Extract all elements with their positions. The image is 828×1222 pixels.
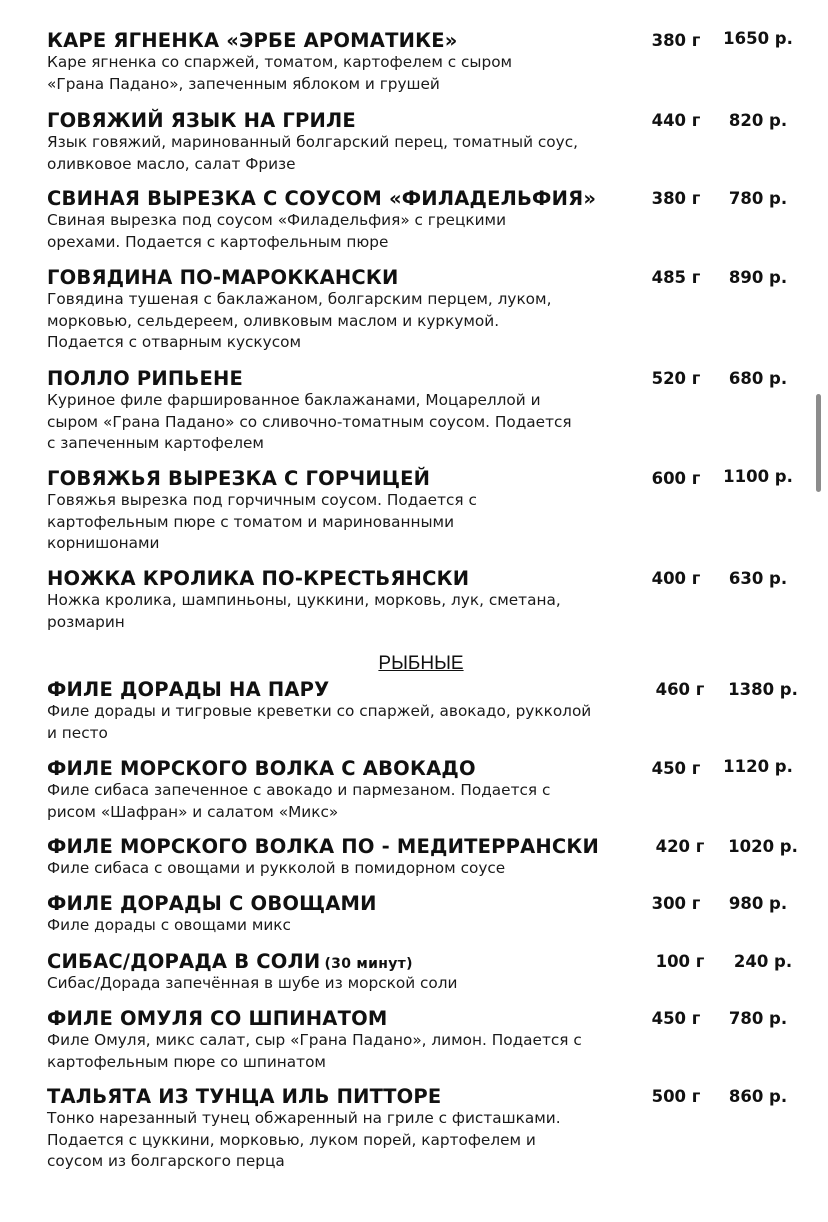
- description-line: рисом «Шафран» и салатом «Микс»: [47, 802, 339, 821]
- dish-description: [47, 973, 627, 995]
- description-line: Свиная вырезка под соусом «Филадельфия» с грецкими: [47, 211, 507, 229]
- dish-description: [47, 858, 627, 880]
- description-line: Язык говяжий, маринованный болгарский перец, томатный соус,: [47, 133, 578, 151]
- description-line: розмарин: [47, 612, 125, 631]
- dish-weight: 420 г: [655, 837, 705, 856]
- description-line: Говядина тушеная с баклажаном, болгарским перцем, луком,: [47, 290, 552, 308]
- description-line: орехами. Подается с картофельным пюре: [47, 232, 389, 251]
- description-line: картофельным пюре со шпинатом: [47, 1052, 326, 1071]
- description-line: сыром «Грана Падано» со сливочно-томатным соусом. Подается: [47, 412, 572, 431]
- description-line: Филе сибаса запеченное с авокадо и пармезаном. Подается с: [47, 781, 551, 799]
- dish-weight: 400 г: [651, 569, 701, 588]
- dish-price: 240 р.: [733, 952, 793, 971]
- dish-name-text: ГОВЯЖЬЯ ВЫРЕЗКА С ГОРЧИЦЕЙ: [47, 467, 431, 490]
- description-line: Куриное филе фаршированное баклажанами, Моцареллой и: [47, 391, 541, 409]
- dish-name: [47, 1084, 647, 1110]
- description-line: Говяжья вырезка под горчичным соусом. Подается с: [47, 491, 477, 509]
- dish-name: [47, 566, 647, 592]
- description-line: и песто: [47, 723, 108, 742]
- dish-name: [47, 834, 647, 860]
- scrollbar[interactable]: [816, 394, 821, 492]
- dish-description: [47, 1108, 627, 1173]
- dish-description: [47, 210, 627, 253]
- dish-name-text: ФИЛЕ ДОРАДЫ НА ПАРУ: [47, 678, 330, 701]
- dish-weight: 380 г: [651, 31, 701, 50]
- dish-description: [47, 52, 627, 95]
- dish-weight: 450 г: [651, 759, 701, 778]
- description-line: Филе сибаса с овощами и рукколой в помидорном соусе: [47, 859, 506, 877]
- dish-name: [47, 366, 647, 392]
- dish-weight: 520 г: [651, 369, 701, 388]
- description-line: оливковое масло, салат Фризе: [47, 154, 296, 173]
- description-line: Филе дорады и тигровые креветки со спаржей, авокадо, рукколой: [47, 702, 592, 720]
- description-line: морковью, сельдереем, оливковым маслом и куркумой.: [47, 311, 500, 330]
- dish-price: 1650 р.: [723, 29, 793, 48]
- dish-name-text: СВИНАЯ ВЫРЕЗКА С СОУСОМ «ФИЛАДЕЛЬФИЯ»: [47, 187, 597, 210]
- description-line: картофельным пюре с томатом и маринованными: [47, 512, 455, 531]
- dish-weight: 440 г: [651, 111, 701, 130]
- dish-description: [47, 590, 627, 633]
- description-line: Подается с цуккини, морковью, луком порей, картофелем и: [47, 1130, 536, 1149]
- dish-price: 1020 р.: [728, 837, 798, 856]
- dish-name: [47, 466, 647, 492]
- dish-name-text: ГОВЯДИНА ПО-МАРОККАНСКИ: [47, 266, 399, 289]
- dish-price: 1380 р.: [728, 680, 798, 699]
- dish-price: 1100 р.: [723, 467, 793, 486]
- dish-name-text: ФИЛЕ ОМУЛЯ СО ШПИНАТОМ: [47, 1007, 388, 1030]
- dish-name-text: КАРЕ ЯГНЕНКА «ЭРБЕ АРОМАТИКЕ»: [47, 29, 458, 52]
- dish-note: (30 минут): [324, 956, 413, 972]
- dish-name-text: ФИЛЕ МОРСКОГО ВОЛКА ПО - МЕДИТЕРРАНСКИ: [47, 835, 600, 858]
- dish-description: [47, 780, 627, 823]
- dish-price: 630 р.: [728, 569, 788, 588]
- section-title-fish: РЫБНЫЕ: [378, 653, 464, 674]
- dish-price: 1120 р.: [723, 757, 793, 776]
- dish-weight: 450 г: [651, 1009, 701, 1028]
- dish-description: [47, 915, 627, 937]
- dish-name-text: ГОВЯЖИЙ ЯЗЫК НА ГРИЛЕ: [47, 109, 356, 132]
- dish-name-text: ТАЛЬЯТА ИЗ ТУНЦА ИЛЬ ПИТТОРЕ: [47, 1085, 442, 1108]
- dish-name: [47, 265, 647, 291]
- description-line: Ножка кролика, шампиньоны, цуккини, морковь, лук, сметана,: [47, 591, 561, 609]
- description-line: корнишонами: [47, 534, 160, 552]
- dish-name-text: ФИЛЕ ДОРАДЫ С ОВОЩАМИ: [47, 892, 377, 915]
- dish-name: [47, 1006, 647, 1032]
- dish-price: 680 р.: [728, 369, 788, 388]
- dish-name: [47, 108, 647, 134]
- dish-price: 780 р.: [728, 1009, 788, 1028]
- dish-name-text: ПОЛЛО РИПЬЕНЕ: [47, 367, 244, 390]
- dish-name-text: ФИЛЕ МОРСКОГО ВОЛКА С АВОКАДО: [47, 757, 476, 780]
- dish-price: 780 р.: [728, 189, 788, 208]
- dish-description: [47, 701, 627, 744]
- dish-name: [47, 756, 647, 782]
- description-line: соусом из болгарского перца: [47, 1152, 285, 1170]
- dish-weight: 100 г: [655, 952, 705, 971]
- dish-weight: 300 г: [651, 894, 701, 913]
- dish-weight: 380 г: [651, 189, 701, 208]
- dish-weight: 600 г: [651, 469, 701, 488]
- dish-name: [47, 28, 647, 54]
- description-line: Каре ягненка со спаржей, томатом, картофелем с сыром: [47, 53, 513, 71]
- dish-name: [47, 186, 647, 212]
- description-line: Филе дорады с овощами микс: [47, 916, 291, 934]
- dish-description: [47, 490, 627, 555]
- dish-price: 860 р.: [728, 1087, 788, 1106]
- description-line: Сибас/Дорада запечённая в шубе из морской соли: [47, 974, 458, 992]
- description-line: Филе Омуля, микс салат, сыр «Грана Падано», лимон. Подается с: [47, 1031, 582, 1049]
- description-line: Подается с отварным кускусом: [47, 333, 302, 351]
- dish-description: [47, 1030, 627, 1073]
- dish-name: [47, 891, 647, 917]
- dish-description: [47, 390, 627, 455]
- dish-name-text: СИБАС/ДОРАДА В СОЛИ: [47, 950, 321, 973]
- dish-description: [47, 289, 627, 354]
- dish-price: 980 р.: [728, 894, 788, 913]
- dish-weight: 500 г: [651, 1087, 701, 1106]
- dish-name: [47, 677, 647, 703]
- dish-weight: 460 г: [655, 680, 705, 699]
- description-line: с запеченным картофелем: [47, 434, 264, 452]
- dish-price: 890 р.: [728, 268, 788, 287]
- dish-description: [47, 132, 627, 175]
- dish-weight: 485 г: [651, 268, 701, 287]
- description-line: «Грана Падано», запеченным яблоком и грушей: [47, 74, 440, 93]
- dish-price: 820 р.: [728, 111, 788, 130]
- description-line: Тонко нарезанный тунец обжаренный на гриле с фисташками.: [47, 1109, 561, 1127]
- dish-name-text: НОЖКА КРОЛИКА ПО-КРЕСТЬЯНСКИ: [47, 567, 470, 590]
